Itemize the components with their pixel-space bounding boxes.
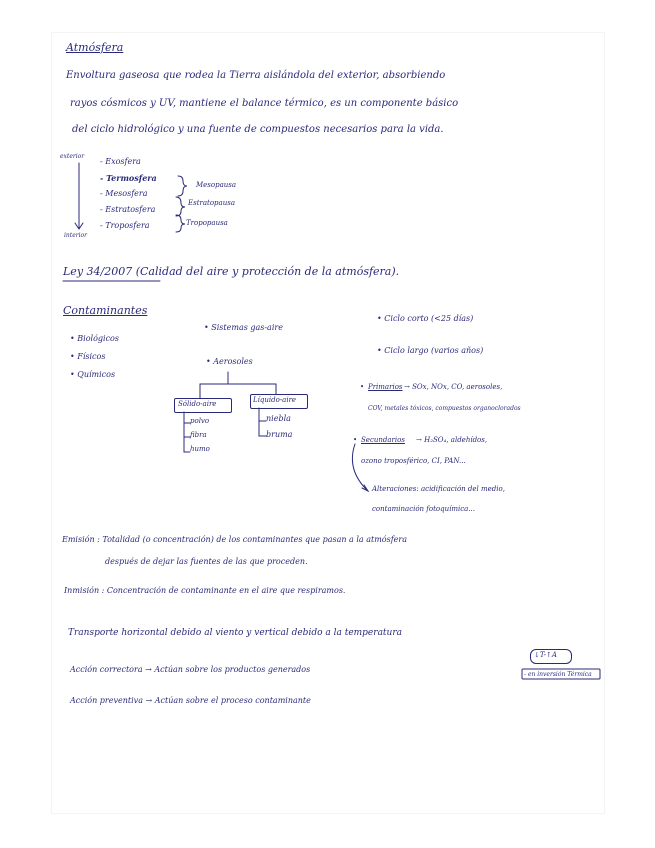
emision-line-2: después de dejar las fuentes de las que proceden.: [105, 557, 308, 566]
layer-exosfera: - Exosfera: [100, 157, 141, 166]
secundarios-text: → H₂SO₄, aldehídos,: [416, 436, 488, 444]
atmosfera-title: Atmósfera: [66, 41, 124, 54]
secundarios-bullet: •: [353, 436, 358, 444]
secundarios-curve: [352, 444, 368, 491]
accion-correctora: Acción correctora → Actúan sobre los productos generados: [70, 665, 311, 674]
exterior-label: exterior: [60, 153, 85, 160]
solido-item-humo: humo: [190, 445, 210, 453]
contaminantes-title: Contaminantes: [63, 304, 148, 317]
secundarios-text-2: ozono troposférico, CI, PAN...: [361, 457, 466, 465]
ciclo-corto: • Ciclo corto (<25 días): [377, 314, 474, 323]
brace-mesopausa: [178, 176, 187, 196]
atmosfera-def-line-1: Envoltura gaseosa que rodea la Tierra aislándola del exterior, absorbiendo: [66, 70, 446, 81]
atmosfera-def-line-2: rayos cósmicos y UV, mantiene el balance térmico, es un componente básico: [70, 98, 459, 109]
inmision-line: Inmisión : Concentración de contaminante en el aire que respiramos.: [64, 586, 346, 595]
inversion-termica: - en inversión Térmica: [524, 671, 592, 678]
solido-items-line: [184, 412, 190, 452]
liquido-aire-label: Líquido-aire: [253, 396, 297, 404]
ciclo-largo: • Ciclo largo (varios años): [377, 346, 484, 355]
alteraciones: Alteraciones: acidificación del medio,: [372, 485, 505, 493]
brace-tropopausa: [176, 215, 185, 232]
alteraciones-2: contaminación fotoquímica...: [372, 505, 476, 513]
pause-estratopausa: Estratopausa: [188, 199, 235, 207]
layer-termosfera: - Termosfera: [100, 173, 157, 183]
brace-estratopausa: [176, 197, 185, 216]
transporte-line: Transporte horizontal debido al viento y vertical debido a la temperatura: [68, 628, 403, 638]
emision-line-1: Emisión : Totalidad (o concentración) de los contaminantes que pasan a la atmósfera: [62, 535, 408, 544]
pause-tropopausa: Tropopausa: [186, 219, 228, 227]
type-biologicos: • Biológicos: [70, 334, 119, 343]
primarios-text-2: COV, metales tóxicos, compuestos organoclorados: [368, 405, 521, 412]
aerosoles: • Aerosoles: [206, 357, 253, 366]
pause-mesopausa: Mesopausa: [196, 181, 237, 189]
primarios-label: Primarios: [368, 383, 403, 391]
ley-line: Ley 34/2007 (Calidad del aire y protección de la atmósfera).: [63, 265, 400, 278]
secundarios-label: Secundarios: [361, 436, 405, 444]
layer-estratosfera: - Estratosfera: [100, 205, 156, 214]
temp-box-text: ↓T-↑A: [534, 651, 557, 659]
solido-item-fibra: fibra: [190, 431, 207, 439]
inversion-box: [522, 669, 600, 679]
interior-label: interior: [64, 232, 88, 239]
layer-troposfera: - Troposfera: [100, 221, 150, 230]
atmosfera-def-line-3: del ciclo hidrológico y una fuente de compuestos necesarios para la vida.: [72, 124, 444, 135]
type-fisicos: • Físicos: [70, 352, 106, 361]
liquido-items-line: [259, 408, 266, 436]
type-quimicos: • Químicos: [70, 370, 116, 379]
liquido-item-bruma: bruma: [266, 430, 293, 439]
primarios-bullet: •: [360, 383, 365, 391]
sistemas-gas-aire: • Sistemas gas-aire: [204, 323, 283, 332]
solido-item-polvo: polvo: [190, 417, 210, 425]
primarios-text: → SOx, NOx, CO, aerosoles,: [404, 383, 503, 391]
solido-aire-label: Sólido-aire: [178, 400, 217, 408]
layer-mesosfera: - Mesosfera: [100, 189, 148, 198]
liquido-item-niebla: niebla: [266, 414, 291, 423]
accion-preventiva: Acción preventiva → Actúan sobre el proceso contaminante: [70, 696, 311, 705]
